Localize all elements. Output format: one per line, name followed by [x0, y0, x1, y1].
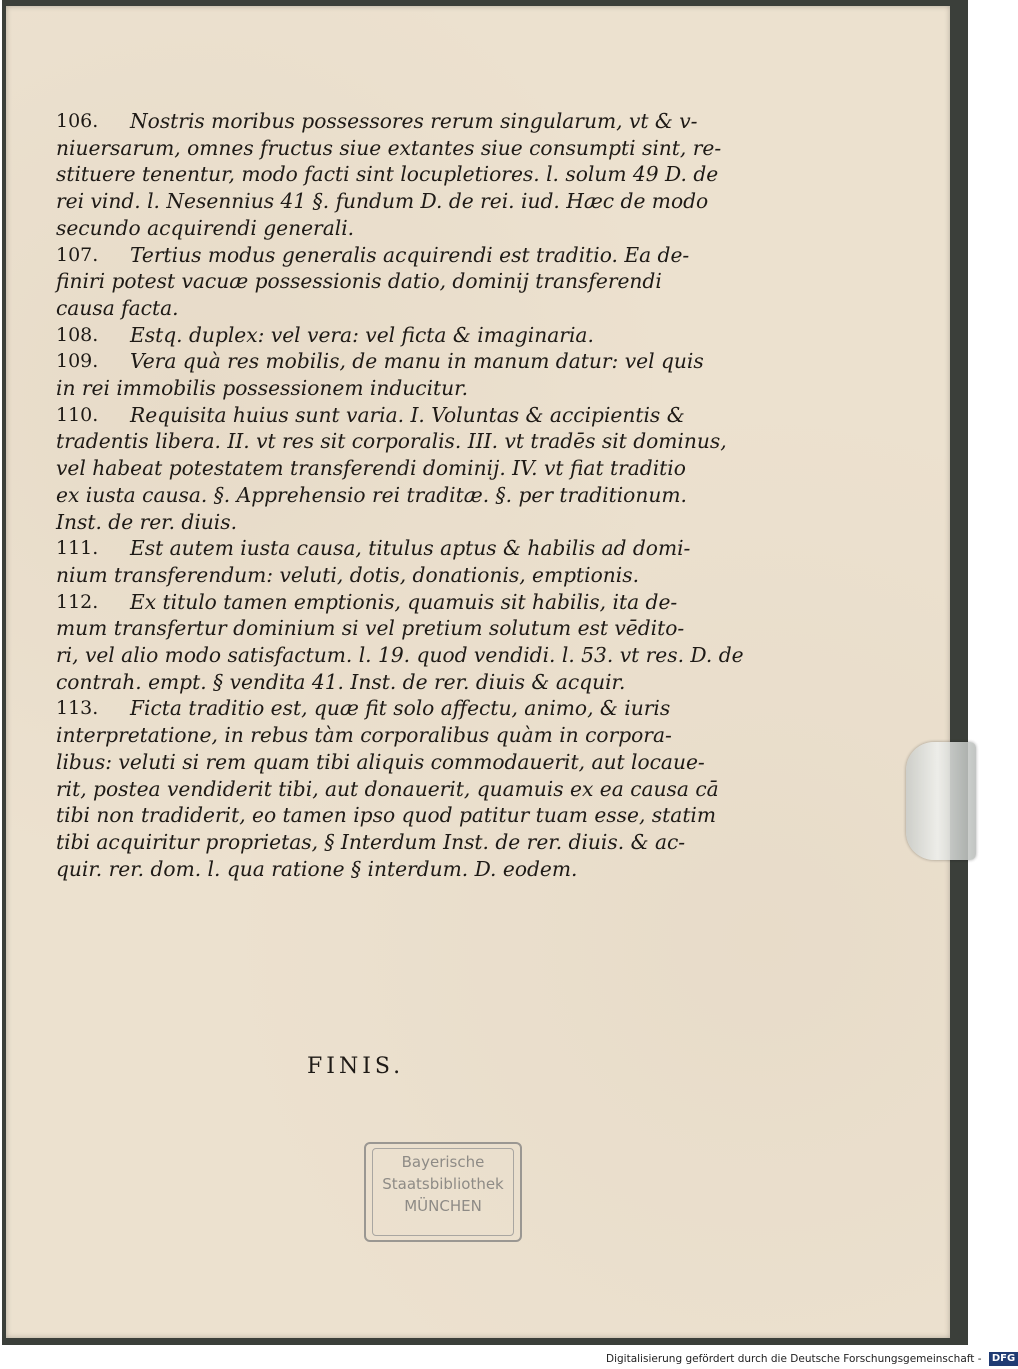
paragraph-number: 108. [56, 323, 99, 346]
paragraph-113 [56, 695, 746, 882]
stamp-line: Staatsbibliothek [382, 1175, 504, 1193]
text-line: finiri potest vacuæ possessionis datio, dominij transferendi [56, 269, 662, 294]
text-line: libus: veluti si rem quam tibi aliquis commodauerit, aut locaue- [56, 749, 705, 774]
paragraph-106 [56, 108, 746, 242]
text-line: quir. rer. dom. l. qua ratione § interdum. D. eodem. [56, 856, 578, 881]
text-line: interpretatione, in rebus tàm corporalibus quàm in corpora- [56, 723, 672, 748]
paragraph-109 [56, 348, 746, 401]
text-line: vel habeat potestatem transferendi dominij. IV. vt fiat traditio [56, 456, 686, 481]
text-line: Est autem iusta causa, titulus aptus & habilis ad domi- [130, 536, 691, 561]
paragraph-number: 109. [56, 350, 99, 373]
library-stamp [364, 1142, 522, 1242]
text-line: Requisita huius sunt varia. I. Voluntas & accipientis & [130, 402, 685, 427]
page-clip [906, 742, 976, 860]
text-line: in rei immobilis possessionem inducitur. [56, 376, 468, 401]
stamp-line: MÜNCHEN [404, 1197, 482, 1215]
paragraph-110 [56, 402, 746, 536]
text-line: Tertius modus generalis acquirendi est traditio. Ea de- [130, 242, 690, 267]
text-line: ri, vel alio modo satisfactum. l. 19. quod vendidi. l. 53. vt res. D. de [56, 643, 744, 668]
text-line: tradentis libera. II. vt res sit corporalis. III. vt tradēs sit dominus, [56, 429, 727, 454]
paragraph-number: 106. [56, 110, 99, 132]
paragraph-number: 107. [56, 243, 99, 266]
page-text [56, 108, 746, 882]
text-line: tibi acquiritur proprietas, § Interdum Inst. de rer. diuis. & ac- [56, 829, 686, 854]
paragraph-111 [56, 535, 746, 588]
text-line: stituere tenentur, modo facti sint locupletiores. l. solum 49 D. de [56, 162, 719, 187]
credit-text: Digitalisierung gefördert durch die Deutsche Forschungsgemeinschaft - [606, 1353, 982, 1365]
text-line: Ficta traditio est, quæ fit solo affectu, animo, & iuris [130, 696, 671, 721]
paragraph-108 [56, 322, 746, 349]
paragraph-112 [56, 589, 746, 696]
stamp-line: Bayerische [401, 1153, 485, 1171]
text-line: nium transferendum: veluti, dotis, donationis, emptionis. [56, 562, 639, 587]
text-line: niuersarum, omnes fructus siue extantes siue consumpti sint, re- [56, 135, 722, 160]
text-line: mum transfertur dominium si vel pretium solutum est vēdito- [56, 616, 685, 641]
text-line: tibi non tradiderit, eo tamen ipso quod patitur tuam esse, statim [56, 803, 717, 828]
paragraph-number: 112. [56, 590, 99, 613]
paragraph-107 [56, 242, 746, 322]
paragraph-number: 110. [56, 403, 99, 426]
paragraph-number: 113. [56, 697, 99, 720]
digitization-credit [606, 1350, 1018, 1368]
text-line: Ex titulo tamen emptionis, quamuis sit habilis, ita de- [130, 589, 678, 614]
text-line: Vera quà res mobilis, de manu in manum datur: vel quis [130, 349, 704, 374]
text-line: causa facta. [56, 295, 179, 320]
text-line: Inst. de rer. diuis. [56, 509, 238, 534]
text-line: Nostris moribus possessores rerum singularum, vt & v- [130, 109, 698, 133]
dfg-logo: DFG [989, 1352, 1018, 1366]
stamp-inner-border [372, 1148, 514, 1236]
text-line: secundo acquirendi generali. [56, 215, 355, 240]
text-line: Estq. duplex: vel vera: vel ficta & imaginaria. [130, 322, 594, 347]
text-line: rit, postea vendiderit tibi, aut donauerit, quamuis ex ea causa cā [56, 776, 719, 801]
text-line: contrah. empt. § vendita 41. Inst. de rer. diuis & acquir. [56, 669, 626, 694]
text-line: ex iusta causa. §. Apprehensio rei traditæ. §. per traditionum. [56, 482, 687, 507]
text-line: rei vind. l. Nesennius 41 §. fundum D. de rei. iud. Hæc de modo [56, 189, 709, 214]
paragraph-number: 111. [56, 537, 99, 560]
finis-heading: FINIS. [307, 1054, 405, 1079]
